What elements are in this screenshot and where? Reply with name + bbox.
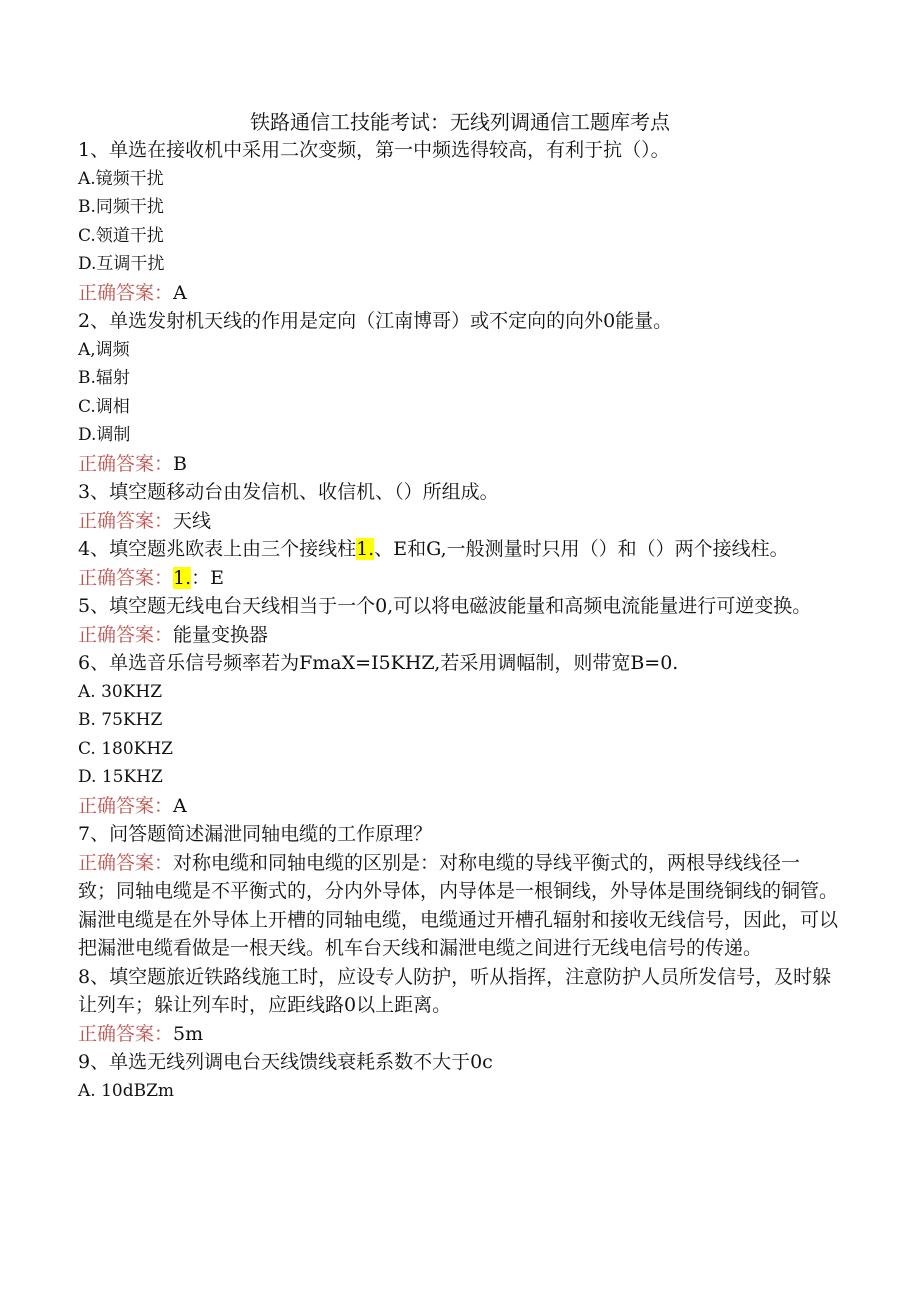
question-list (78, 136, 838, 1105)
question-8-answer (78, 1020, 838, 1049)
answer-value: 天线 (173, 509, 212, 532)
question-1-option-d: D.互调干扰 (78, 254, 165, 274)
question-6-option-d: D. 15KHZ (78, 767, 163, 787)
answer-label: 正确答案： (78, 452, 174, 475)
answer-label: 正确答案： (78, 1022, 174, 1045)
question-3-stem: 3、填空题移动台由发信机、收信机、（）所组成。 (78, 481, 499, 503)
answer-highlight: 1. (173, 566, 192, 589)
question-6-option-a: A. 30KHZ (78, 681, 163, 702)
answer-value: A (173, 281, 187, 304)
question-7-answer (78, 849, 838, 963)
question-4-highlight: 1. (356, 538, 375, 560)
answer-value: 5m (173, 1022, 204, 1045)
question-4-stem-after: 、E和G,一般测量时只用（）和（）两个接线柱。 (374, 538, 789, 560)
question-1-option-c: C.领道干扰 (78, 225, 164, 246)
question-8-stem: 8、填空题旅近铁路线施工时，应设专人防护，听从指挥，注意防护人员所发信号，及时躲让列车；躲让列车时，应距线路0以上距离。 (78, 965, 832, 1016)
question-4-stem (78, 535, 838, 564)
question-1-option-b: B.同频干扰 (78, 197, 164, 217)
answer-label: 正确答案： (78, 281, 174, 304)
question-9-option-a: A. 10dBZm (78, 1080, 175, 1101)
question-1-option-a: A.镜频干扰 (78, 168, 164, 189)
question-3-answer (78, 507, 838, 536)
document-title: 铁路通信工技能考试：无线列调通信工题库考点 (250, 110, 670, 134)
question-2-option-c: C.调相 (78, 396, 130, 417)
answer-label: 正确答案： (78, 794, 174, 817)
question-1-stem: 1、单选在接收机中采用二次变频，第一中频选得较高，有利于抗（）。 (78, 139, 670, 161)
question-2-option-a: A,调频 (78, 339, 130, 360)
question-6-option-b: B. 75KHZ (78, 710, 163, 730)
answer-value: B (173, 452, 187, 475)
answer-value: 对称电缆和同轴电缆的区别是：对称电缆的导线平衡式的，两根导线线径一致；同轴电缆是不平衡式的，分内外导体，内导体是一根铜线，外导体是围绕铜线的铜管。漏泄电缆是在外导体上开槽的同轴电缆，电缆通过开槽孔辐射和接收无线信号，因此，可以把漏泄电缆看做是一根天线。机车台天线和漏泄电缆之间进行无线电信号的传递。 (78, 851, 839, 959)
question-5-stem: 5、填空题无线电台天线相当于一个0,可以将电磁波能量和高频电流能量进行可逆变换。 (78, 595, 812, 617)
question-6-stem: 6、单选音乐信号频率若为FmaX=I5KHZ,若采用调幅制，则带宽B=0. (78, 652, 679, 674)
answer-label: 正确答案： (78, 566, 174, 589)
question-1-answer (78, 279, 838, 308)
answer-value: ：E (191, 566, 225, 589)
question-7-stem: 7、问答题简述漏泄同轴电缆的工作原理？ (78, 823, 433, 845)
question-5-answer (78, 621, 838, 650)
answer-value: A (173, 794, 187, 817)
answer-label: 正确答案： (78, 509, 174, 532)
question-2-option-b: B.辐射 (78, 368, 130, 388)
answer-label: 正确答案： (78, 851, 174, 874)
question-4-answer (78, 564, 838, 593)
answer-value: 能量变换器 (173, 623, 269, 646)
question-6-answer (78, 792, 838, 821)
question-2-stem: 2、单选发射机天线的作用是定向（江南博哥）或不定向的向外0能量。 (78, 310, 673, 332)
answer-label: 正确答案： (78, 623, 174, 646)
question-2-answer (78, 450, 838, 479)
question-4-stem-before: 4、填空题兆欧表上由三个接线柱 (78, 538, 357, 560)
question-6-option-c: C. 180KHZ (78, 738, 173, 759)
question-9-stem: 9、单选无线列调电台天线馈线衰耗系数不大于0c (78, 1051, 493, 1073)
question-2-option-d: D.调制 (78, 425, 131, 445)
